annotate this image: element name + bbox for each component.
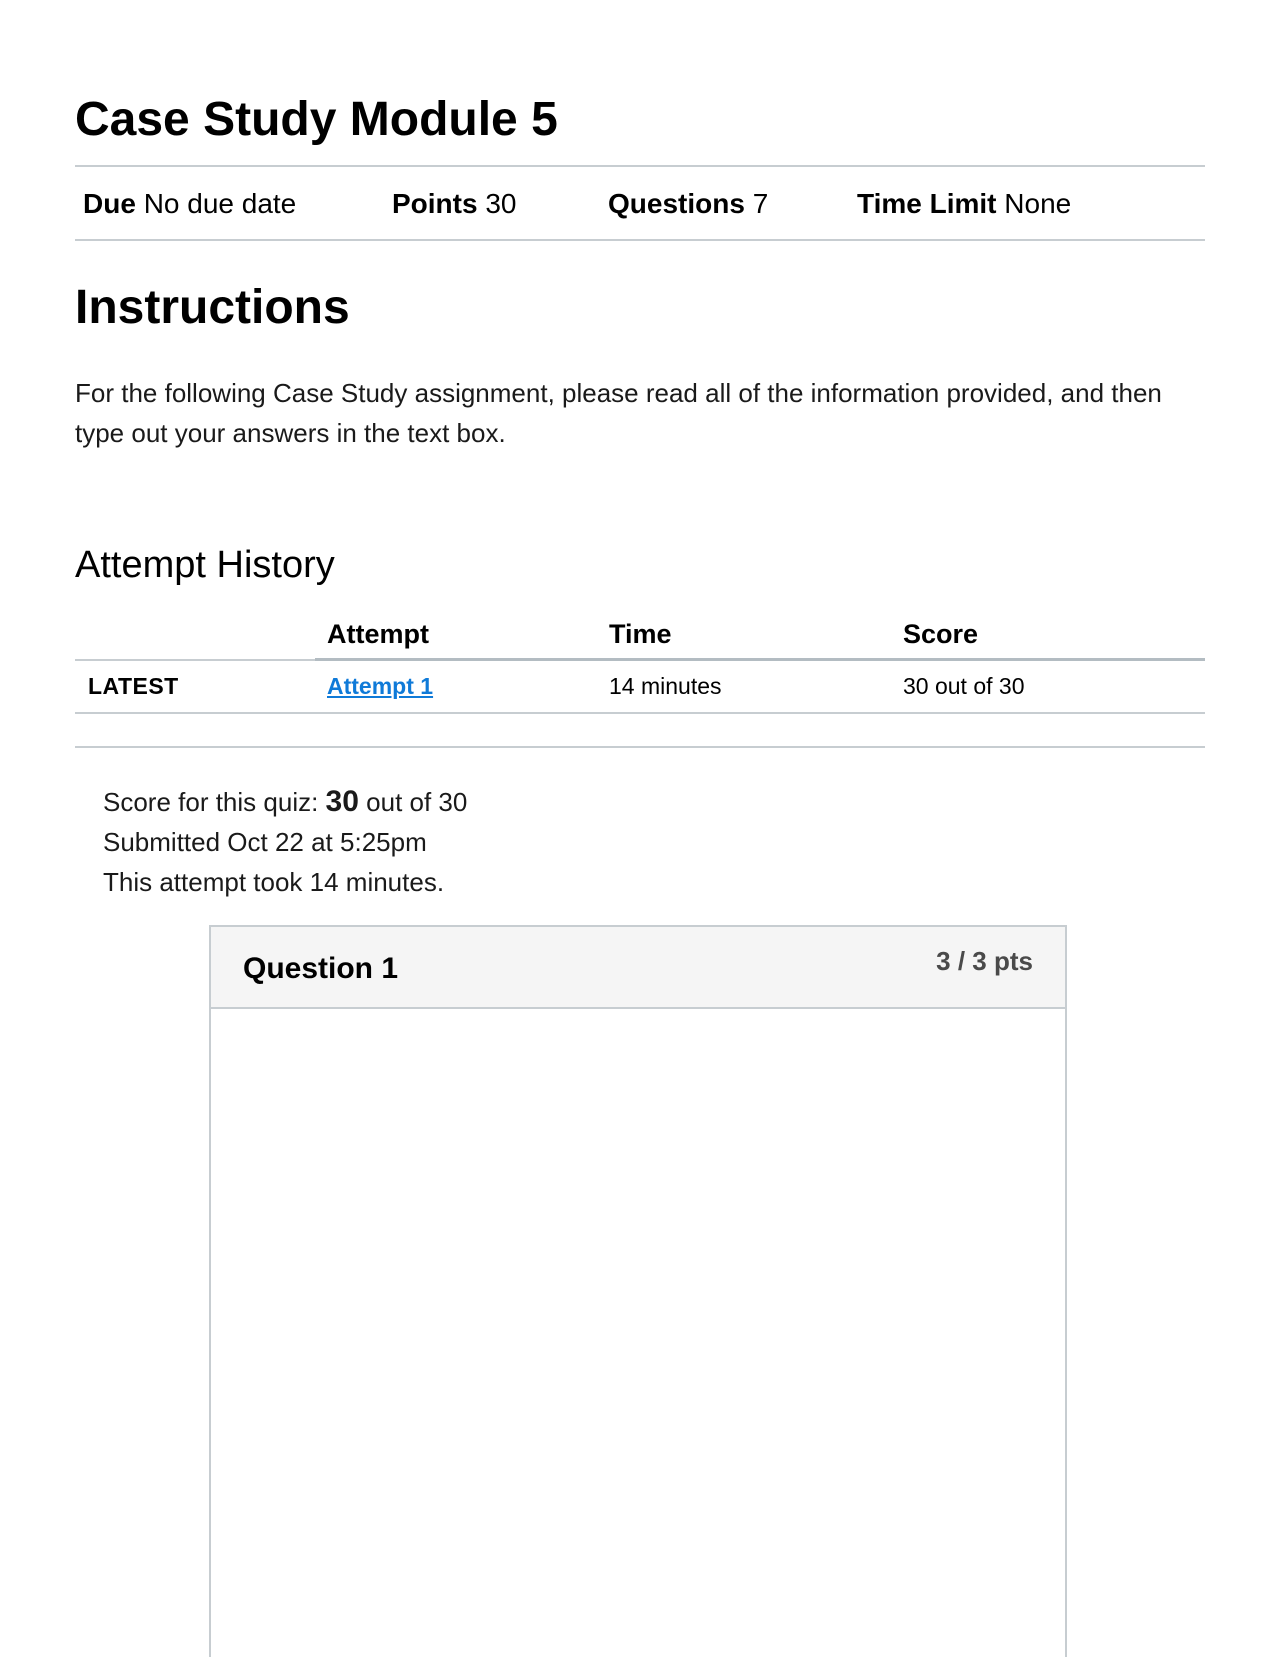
meta-due (83, 167, 296, 241)
section-divider (75, 746, 1205, 748)
meta-questions (608, 167, 768, 241)
attempt-history-heading: Attempt History (75, 544, 335, 586)
quiz-meta-bar (75, 165, 1205, 241)
score-prefix: Score for this quiz: (103, 787, 326, 817)
meta-points-label: Points (392, 188, 478, 219)
question-card (209, 925, 1067, 1657)
attempt-link[interactable]: Attempt 1 (327, 673, 434, 699)
meta-due-value: No due date (143, 188, 297, 219)
attempt-history-header (75, 610, 1205, 658)
submitted-line: Submitted Oct 22 at 5:25pm (103, 827, 427, 857)
attempt-time: 14 minutes (609, 673, 722, 699)
question-header (211, 927, 1065, 1009)
column-header-score: Score (903, 619, 979, 649)
meta-time-limit-value: None (1004, 188, 1072, 219)
page-title: Case Study Module 5 (75, 93, 558, 146)
column-header-attempt: Attempt (327, 619, 429, 649)
question-title: Question 1 (243, 952, 399, 985)
meta-points-value: 30 (485, 188, 517, 219)
instructions-text: For the following Case Study assignment, please read all of the information provided, and then type out your answers in the text box. (75, 378, 1162, 448)
column-header-time: Time (609, 619, 672, 649)
meta-questions-label: Questions (608, 188, 745, 219)
score-suffix: out of 30 (358, 787, 468, 817)
question-points: 3 / 3 pts (936, 946, 1033, 976)
quiz-score-line (103, 782, 467, 822)
meta-time-limit-label: Time Limit (857, 188, 997, 219)
latest-tag: LATEST (88, 673, 179, 699)
meta-due-label: Due (83, 188, 136, 219)
table-row (75, 661, 1205, 714)
meta-time-limit (857, 167, 1071, 241)
meta-points (392, 167, 517, 241)
meta-questions-value: 7 (752, 188, 769, 219)
attempt-history-table (75, 610, 1205, 714)
instructions-heading: Instructions (75, 281, 350, 334)
quiz-result-summary (103, 782, 467, 902)
score-value: 30 (325, 785, 359, 818)
duration-line: This attempt took 14 minutes. (103, 867, 445, 897)
attempt-score: 30 out of 30 (903, 673, 1025, 699)
